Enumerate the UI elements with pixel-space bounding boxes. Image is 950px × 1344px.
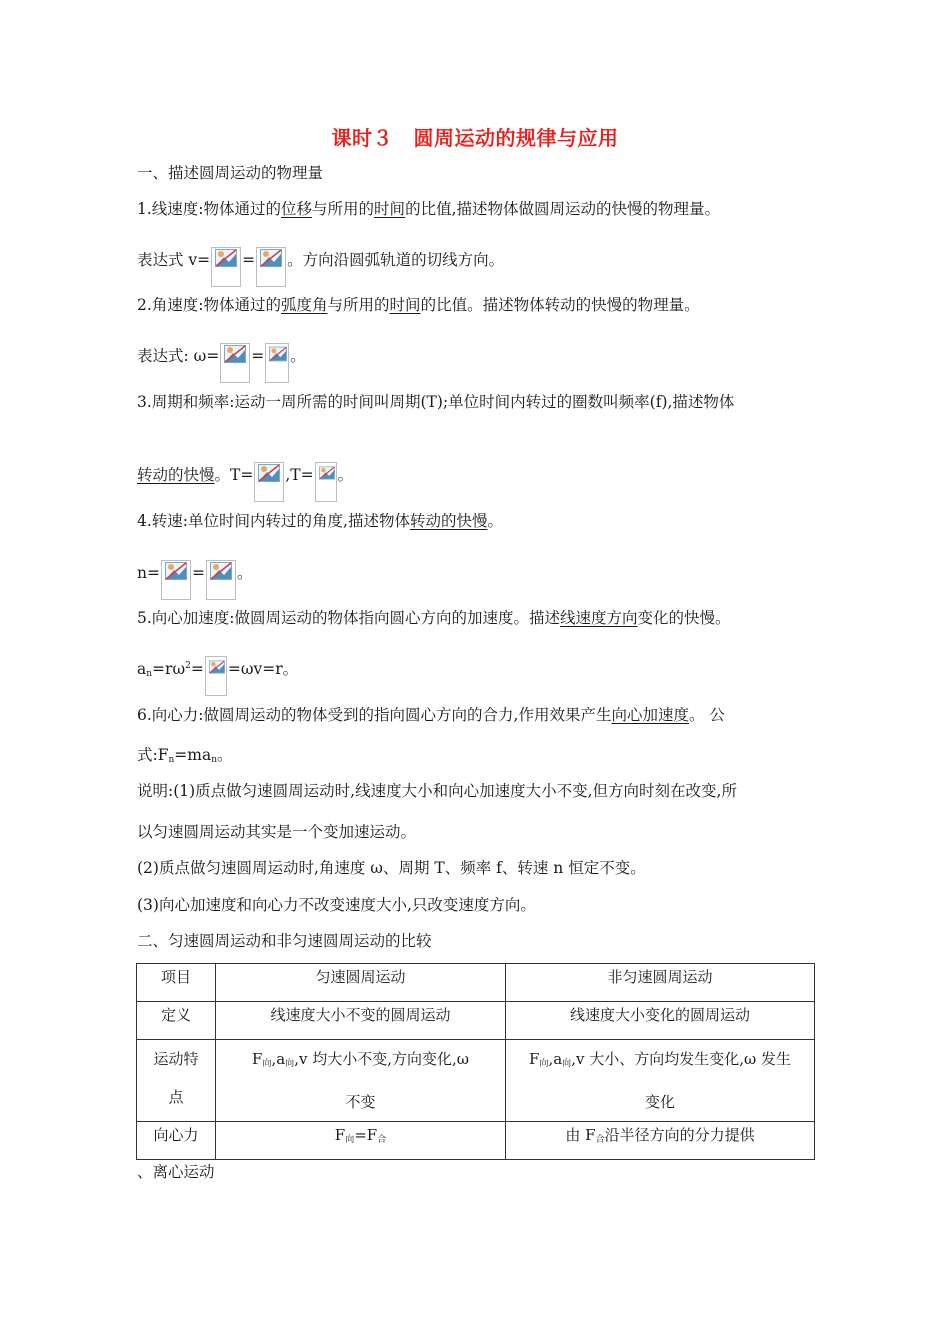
table-cell: $F_向,a_向,v$ 均大小不变,方向变化,ω 不变 (216, 1040, 506, 1122)
paragraph-angular-velocity: 2.角速度:物体通过的弧度角与所用的时间的比值。描述物体转动的快慢的物理量。 (137, 296, 700, 314)
table-header-row (137, 964, 815, 1002)
table-header-cell: 非匀速圆周运动 (506, 964, 815, 1002)
table-row (137, 1002, 815, 1040)
formula-centripetal-acceleration: $a_n=r\omega^2=$ =ωv=r。 (137, 656, 298, 696)
formula-image-icon (205, 656, 227, 696)
table-row (137, 1040, 815, 1122)
formula-rotation-speed: n= = 。 (137, 560, 253, 600)
page-title: 课时３ 圆周运动的规律与应用 (331, 126, 619, 150)
formula-image-icon (254, 462, 284, 502)
note-1-continued: 以匀速圆周运动其实是一个变加速运动。 (137, 823, 417, 841)
table-cell: 线速度大小变化的圆周运动 (506, 1002, 815, 1040)
table-cell: 运动特 点 (137, 1040, 216, 1122)
paragraph-linear-velocity: 1.线速度:物体通过的位移与所用的时间的比值,描述物体做圆周运动的快慢的物理量。 (137, 200, 720, 218)
section-heading-3: 、离心运动 (137, 1163, 215, 1181)
formula-image-icon (161, 560, 191, 600)
paragraph-rotation-speed: 4.转速:单位时间内转过的角度,描述物体转动的快慢。 (137, 512, 503, 530)
paragraph-centripetal-acceleration: 5.向心加速度:做圆周运动的物体指向圆心方向的加速度。描述线速度方向变化的快慢。 (137, 609, 731, 627)
formula-image-icon (265, 343, 289, 383)
table-header-cell: 匀速圆周运动 (216, 964, 506, 1002)
note-2: (2)质点做匀速圆周运动时,角速度 ω、周期 T、频率 f、转速 n 恒定不变。 (137, 859, 646, 877)
table-header-cell: 项目 (137, 964, 216, 1002)
paragraph-centripetal-force: 6.向心力:做圆周运动的物体受到的指向圆心方向的合力,作用效果产生向心加速度。 公 (137, 706, 725, 724)
table-cell: $F_向,a_向,v$ 大小、方向均发生变化,ω 发生 变化 (506, 1040, 815, 1122)
section-heading-2: 二、匀速圆周运动和非匀速圆周运动的比较 (137, 932, 432, 950)
formula-image-icon (220, 343, 250, 383)
formula-image-icon (315, 462, 337, 502)
paragraph-period-frequency: 3.周期和频率:运动一周所需的时间叫周期(T);单位时间内转过的圈数叫频率(f),描述物体 (137, 393, 735, 411)
formula-image-icon (256, 247, 286, 287)
note-3: (3)向心加速度和向心力不改变速度大小,只改变速度方向。 (137, 896, 536, 914)
formula-image-icon (206, 560, 236, 600)
formula-image-icon (211, 247, 241, 287)
table-cell: 线速度大小不变的圆周运动 (216, 1002, 506, 1040)
table-row (137, 1122, 815, 1160)
comparison-table (136, 963, 815, 1160)
table-cell: 定义 (137, 1002, 216, 1040)
formula-centripetal-force: 式$:F_n=ma_n$。 (137, 746, 233, 765)
table-cell: $F_向=F_合$ (216, 1122, 506, 1160)
section-heading-1: 一、描述圆周运动的物理量 (137, 164, 324, 182)
formula-linear-velocity: 表达式 v= = 。方向沿圆弧轨道的切线方向。 (137, 247, 504, 287)
note-1: 说明:(1)质点做匀速圆周运动时,线速度大小和向心加速度大小不变,但方向时刻在改变,所 (137, 782, 737, 800)
table-cell: 由 $F_合$沿半径方向的分力提供 (506, 1122, 815, 1160)
formula-angular-velocity: 表达式: ω= = 。 (137, 343, 306, 383)
formula-period: 转动的快慢。T= ,T= 。 (137, 462, 353, 502)
table-cell: 向心力 (137, 1122, 216, 1160)
